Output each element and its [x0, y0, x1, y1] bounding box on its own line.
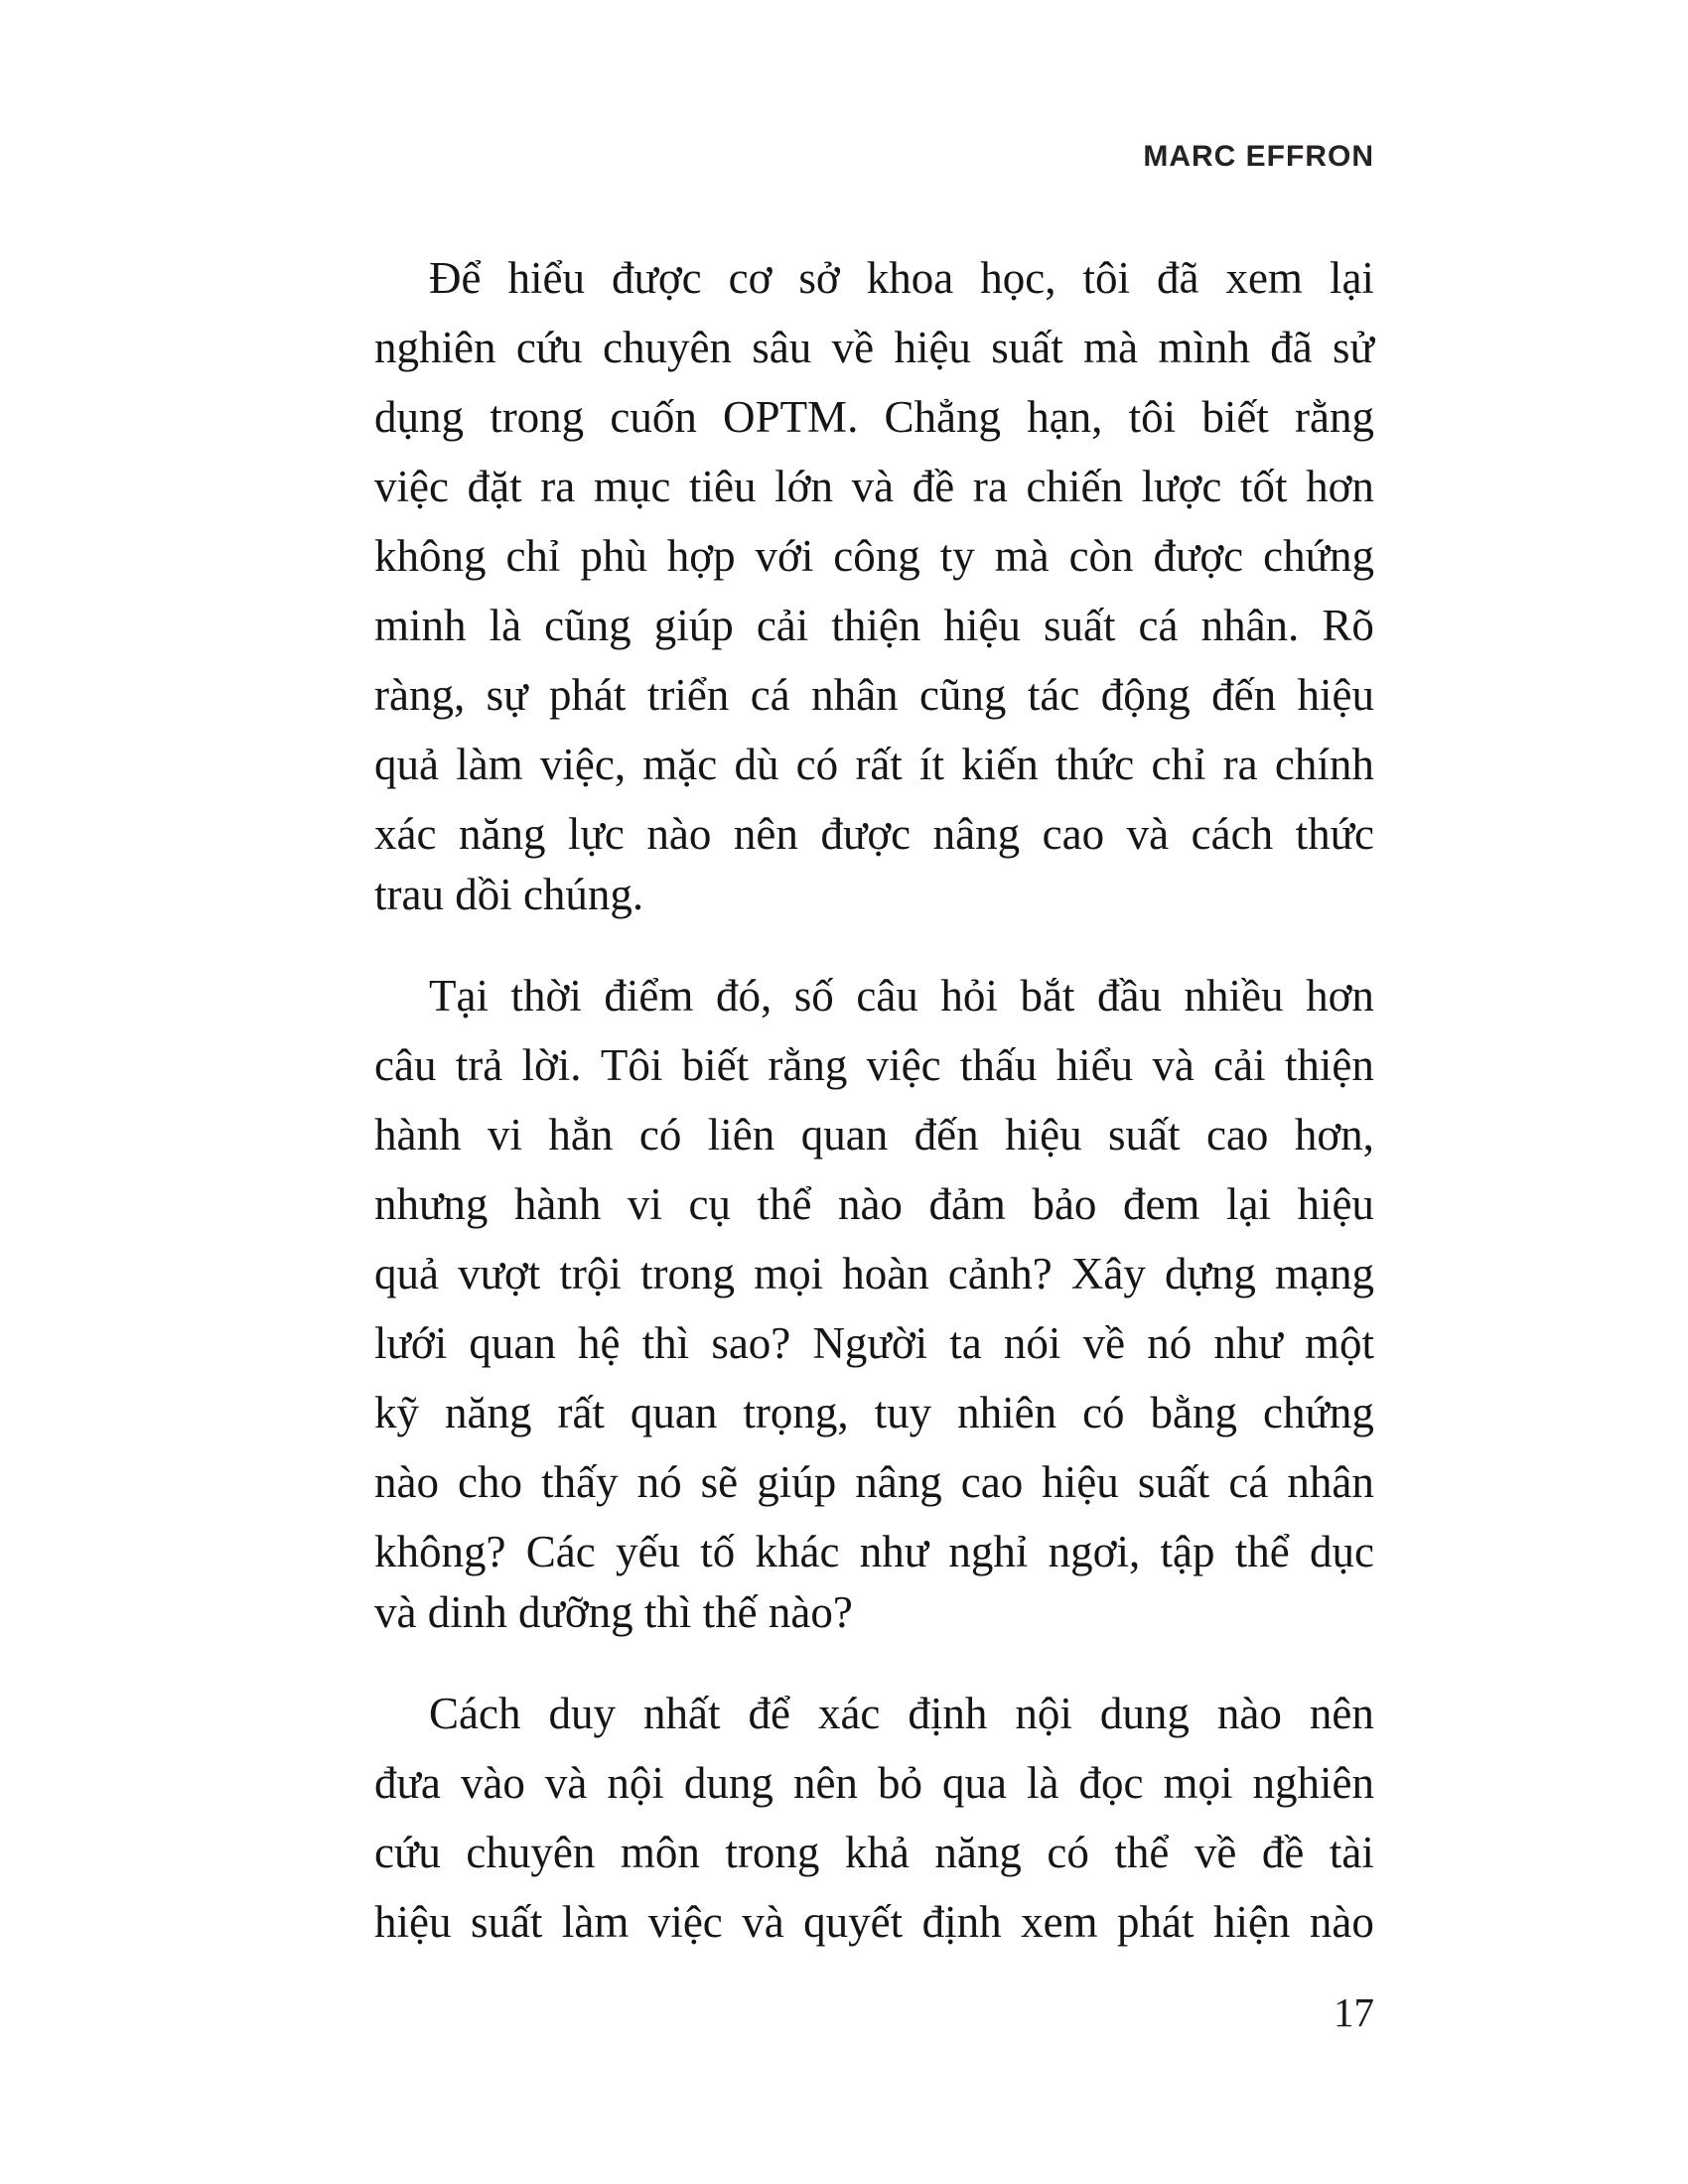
- text-line: ràng, sự phát triển cá nhân cũng tác động đến hiệu: [374, 670, 1374, 720]
- text-line: Để hiểu được cơ sở khoa học, tôi đã xem lại: [429, 253, 1374, 303]
- text-line: và dinh dưỡng thì thế nào?: [374, 1587, 853, 1637]
- text-line: việc đặt ra mục tiêu lớn và đề ra chiến lược tốt hơn: [374, 462, 1374, 511]
- text-line: Tại thời điểm đó, số câu hỏi bắt đầu nhiều hơn: [429, 971, 1374, 1021]
- text-line: dụng trong cuốn OPTM. Chẳng hạn, tôi biết rằng: [374, 392, 1374, 442]
- paragraph-1: [374, 234, 1374, 929]
- text-line: nào cho thấy nó sẽ giúp nâng cao hiệu suất cá nhân: [374, 1457, 1374, 1507]
- text-line: minh là cũng giúp cải thiện hiệu suất cá nhân. Rõ: [374, 601, 1374, 650]
- text-line: không chỉ phù hợp với công ty mà còn được chứng: [374, 531, 1374, 581]
- text-line: đưa vào và nội dung nên bỏ qua là đọc mọi nghiên: [374, 1758, 1374, 1808]
- text-line: xác năng lực nào nên được nâng cao và cách thức: [374, 809, 1374, 859]
- page-number: 17: [1334, 1989, 1374, 2035]
- text-line: trau dồi chúng.: [374, 870, 644, 919]
- text-line: hiệu suất làm việc và quyết định xem phát hiện nào: [374, 1897, 1374, 1947]
- text-line: cứu chuyên môn trong khả năng có thể về đề tài: [374, 1828, 1374, 1877]
- text-line: nghiên cứu chuyên sâu về hiệu suất mà mình đã sử: [374, 323, 1374, 372]
- text-line: không? Các yếu tố khác như nghỉ ngơi, tập thể dục: [374, 1527, 1374, 1576]
- text-line: quả vượt trội trong mọi hoàn cảnh? Xây dựng mạng: [374, 1249, 1374, 1298]
- running-header: MARC EFFRON: [1143, 140, 1374, 173]
- text-line: quả làm việc, mặc dù có rất ít kiến thức chỉ ra chính: [374, 740, 1374, 789]
- text-line: Cách duy nhất để xác định nội dung nào nên: [429, 1689, 1374, 1738]
- text-line: nhưng hành vi cụ thể nào đảm bảo đem lại hiệu: [374, 1179, 1374, 1229]
- text-line: câu trả lời. Tôi biết rằng việc thấu hiểu và cải thiện: [374, 1040, 1374, 1090]
- text-line: hành vi hẳn có liên quan đến hiệu suất cao hơn,: [374, 1110, 1374, 1160]
- paragraph-2: [374, 952, 1374, 1647]
- text-line: lưới quan hệ thì sao? Người ta nói về nó như một: [374, 1318, 1374, 1368]
- body-text: [374, 234, 1374, 1948]
- paragraph-3: [374, 1670, 1374, 1948]
- text-line: kỹ năng rất quan trọng, tuy nhiên có bằng chứng: [374, 1388, 1374, 1437]
